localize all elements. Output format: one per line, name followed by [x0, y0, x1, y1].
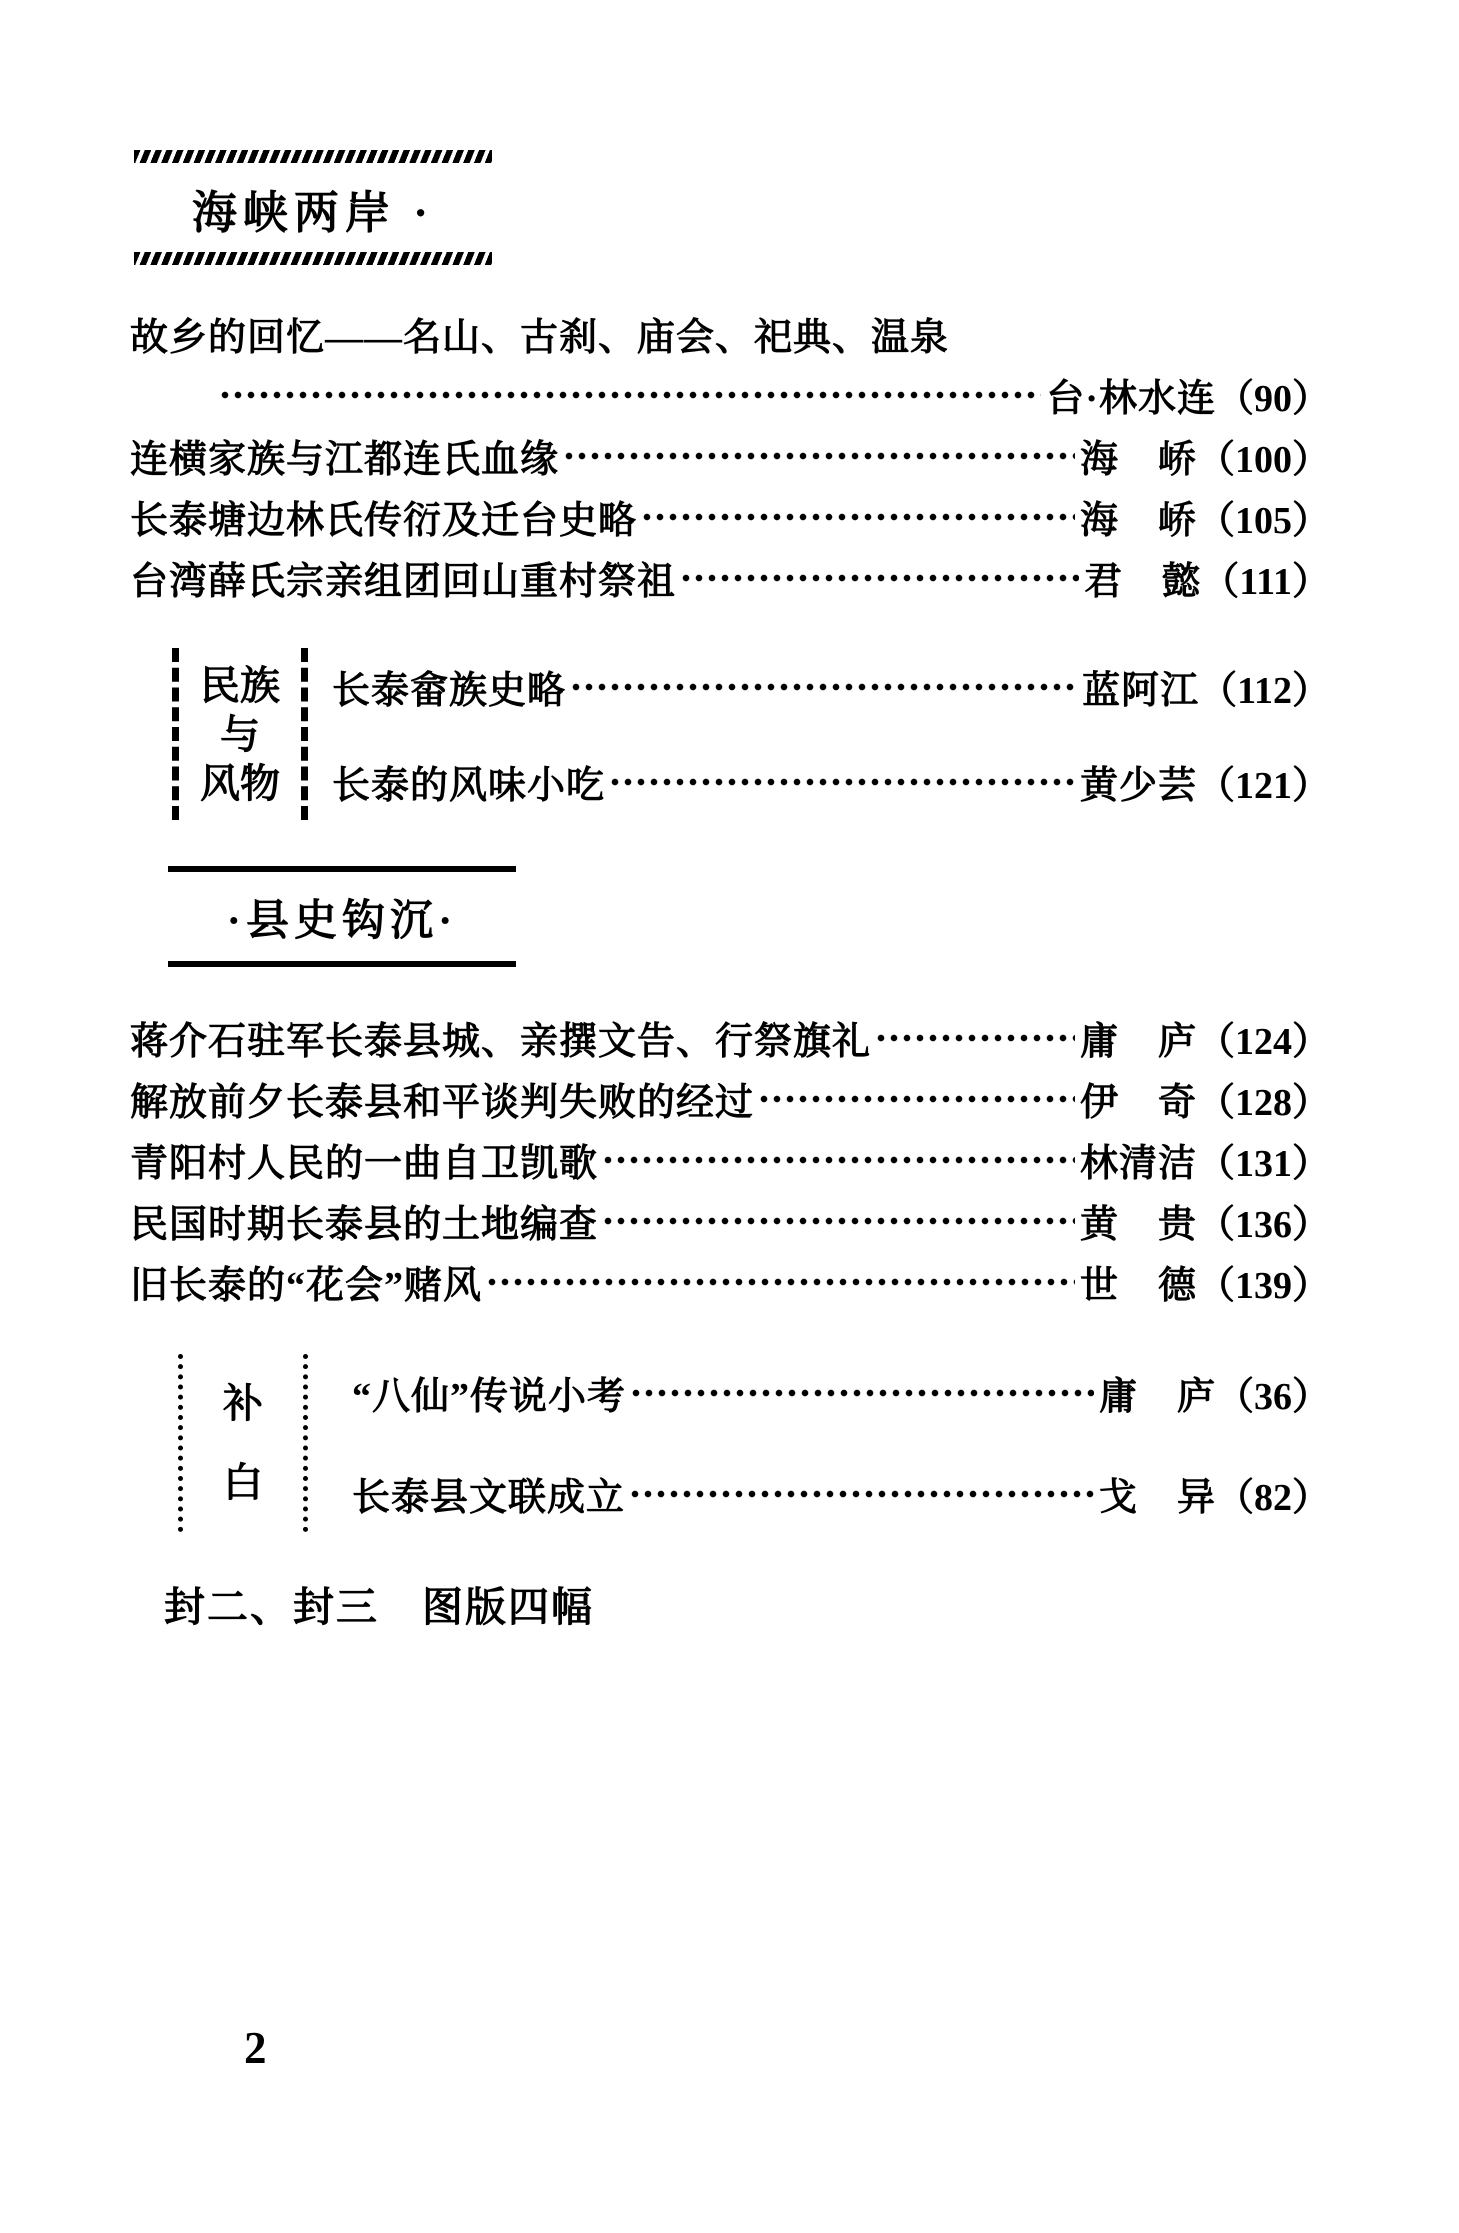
sidebox-label-line: 白: [223, 1460, 263, 1505]
entry-title: 蒋介石驻军长泰县城、亲撰文告、行祭旗礼: [130, 1021, 872, 1063]
dot-leader: [571, 682, 1077, 692]
toc-list-strait: [130, 303, 1330, 608]
toc-entry-continuation: [215, 364, 1330, 425]
entry-page: （111）: [1201, 561, 1330, 603]
entry-author: 伊 奇: [1079, 1082, 1197, 1124]
sidebox-entries: [308, 648, 1330, 820]
dot-leader: [642, 512, 1075, 522]
entry-title: 故乡的回忆——名山、古刹、庙会、祀典、温泉: [130, 317, 950, 359]
decorative-wavy-rule-bottom: [134, 252, 492, 265]
section-header-county-history: ·县史钩沉·: [168, 866, 516, 967]
dot-leader: [603, 1155, 1075, 1165]
dot-leader: [603, 1216, 1075, 1226]
entry-author: 庸 庐: [1079, 1021, 1197, 1063]
entry-author: 林清洁: [1079, 1143, 1197, 1185]
sidebox-label-line: 风物: [200, 760, 280, 806]
entry-page: （105）: [1196, 500, 1330, 542]
dot-leader: [630, 1489, 1094, 1499]
entry-title: “八仙”传说小考: [352, 1376, 627, 1418]
toc-entry: [130, 303, 1330, 364]
dot-leader: [876, 1033, 1075, 1043]
entry-page: （136）: [1196, 1204, 1330, 1246]
toc-entry: [352, 1463, 1330, 1524]
entry-page: （90）: [1215, 378, 1330, 420]
entry-title: 长泰的风味小吃: [332, 765, 606, 807]
dot-leader: [681, 573, 1079, 583]
sidebox-label-line: 补: [223, 1381, 263, 1426]
entry-title: 长泰畲族史略: [332, 670, 567, 712]
page-number: 2: [244, 2023, 267, 2073]
entry-author: 君 懿: [1084, 561, 1202, 603]
dot-leader: [220, 390, 1041, 400]
entry-page: （36）: [1215, 1376, 1330, 1418]
toc-entry: [130, 1251, 1330, 1312]
entry-page: （112）: [1199, 670, 1330, 712]
dot-leader: [610, 777, 1075, 787]
toc-list-county: [130, 1007, 1330, 1312]
dot-leader: [564, 451, 1075, 461]
entry-title: 解放前夕长泰县和平谈判失败的经过: [130, 1082, 755, 1124]
entry-page: （128）: [1196, 1082, 1330, 1124]
entry-author: 世 德: [1079, 1265, 1197, 1307]
sidebox-minzu-fengwu: [172, 648, 1330, 820]
toc-content: [130, 150, 1330, 1633]
toc-entry: [130, 1068, 1330, 1129]
entry-page: （131）: [1196, 1143, 1330, 1185]
entry-author: 庸 庐: [1098, 1376, 1216, 1418]
entry-page: （121）: [1196, 765, 1330, 807]
toc-entry: [332, 656, 1330, 717]
sidebox-label-line: 民族: [200, 662, 280, 708]
entry-author: 台·林水连: [1046, 378, 1216, 420]
entry-title: 青阳村人民的一曲自卫凯歌: [130, 1143, 599, 1185]
entry-author: 戈 异: [1098, 1477, 1216, 1519]
ornament-chain-right: [301, 648, 308, 820]
decorative-wavy-rule-top: [134, 150, 492, 163]
ornament-chain-left: [172, 648, 179, 820]
sidebox-bubai: [178, 1354, 1330, 1532]
dot-leader: [631, 1388, 1094, 1398]
dot-leader: [759, 1094, 1075, 1104]
entry-title: 民国时期长泰县的土地编查: [130, 1204, 599, 1246]
section-title-strait: 海峡两岸 ·: [191, 188, 435, 238]
dot-leader: [487, 1277, 1075, 1287]
toc-entry: [130, 486, 1330, 547]
entry-title: 长泰塘边林氏传衍及迁台史略: [130, 500, 638, 542]
entry-author: 海 峤: [1079, 500, 1197, 542]
entry-page: （100）: [1196, 439, 1330, 481]
entry-page: （124）: [1196, 1021, 1330, 1063]
entry-title: 台湾薛氏宗亲组团回山重村祭祖: [130, 561, 677, 603]
sidebox-entries: [308, 1354, 1330, 1532]
entry-page: （139）: [1196, 1265, 1330, 1307]
sidebox-label: [179, 648, 301, 820]
entry-author: 黄少芸: [1079, 765, 1197, 807]
toc-entry: [130, 1129, 1330, 1190]
entry-title: 连横家族与江都连氏血缘: [130, 439, 560, 481]
sidebox-label-line: 与: [220, 711, 260, 757]
toc-entry: [130, 1190, 1330, 1251]
entry-page: （82）: [1215, 1477, 1330, 1519]
sidebox-label: [183, 1354, 303, 1532]
entry-author: 海 峤: [1079, 439, 1197, 481]
entry-author: 蓝阿江: [1082, 670, 1200, 712]
toc-entry: [130, 1007, 1330, 1068]
toc-entry: [130, 547, 1330, 608]
entry-title: 长泰县文联成立: [352, 1477, 626, 1519]
section-header-strait: [134, 150, 492, 265]
toc-entry: [130, 425, 1330, 486]
toc-entry: [352, 1362, 1330, 1423]
entry-author: 黄 贵: [1079, 1204, 1197, 1246]
toc-entry: [332, 751, 1330, 812]
entry-title: 旧长泰的“花会”赌风: [130, 1265, 483, 1307]
plates-note: 封二、封三 图版四幅: [164, 1584, 594, 1630]
